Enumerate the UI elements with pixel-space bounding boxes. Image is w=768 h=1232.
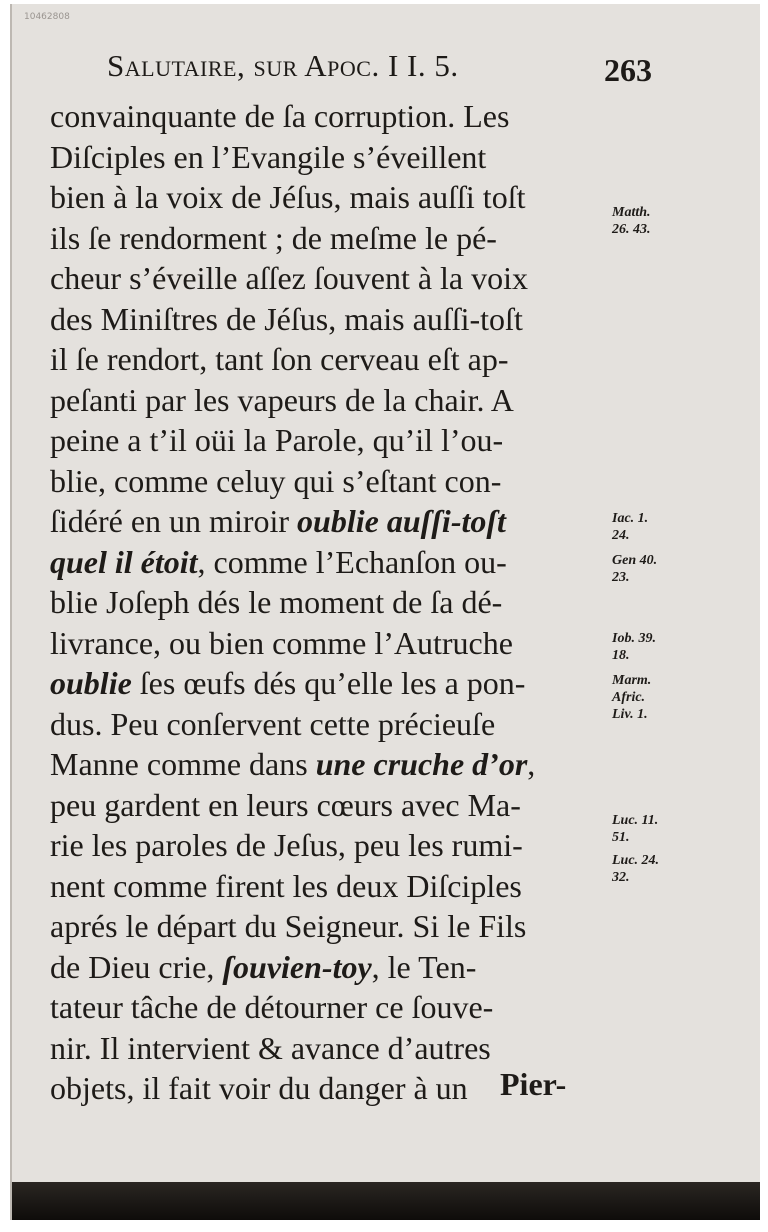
text-line: de Dieu crie, ſouvien-toy, le Ten- — [50, 948, 477, 985]
text-line: blie, comme celuy qui s’eſtant con- — [50, 462, 502, 499]
library-stamp: 10462808 — [24, 12, 70, 22]
text-line: bien à la voix de Jéſus, mais auſſi toſt — [50, 179, 526, 215]
margin-note: Gen 40. 23. — [612, 553, 658, 585]
text-line: aprés le départ du Seigneur. Si le Fils — [50, 908, 527, 944]
text-line: des Miniſtres de Jéſus, mais auſſi-toſt — [50, 300, 523, 337]
text-line: peu gardent en leurs cœurs avec Ma- — [50, 786, 521, 823]
italic-quotation: oublie — [50, 665, 132, 701]
text-line: Manne comme dans une cruche d’or, — [50, 746, 536, 782]
catchword: Pier- — [500, 1066, 567, 1102]
text-line: livrance, ou bien comme l’Autruche — [50, 624, 513, 661]
page-number: 263 — [604, 52, 652, 88]
italic-quotation: quel il étoit — [50, 543, 198, 580]
margin-note: Luc. 24. 32. — [612, 853, 660, 885]
text-line: blie Joſeph dés le moment de ſa dé- — [50, 584, 503, 620]
text-line: cheur s’éveille aſſez ſouvent à la voix — [50, 260, 529, 296]
text-line: objets, il fait voir du danger à un — [50, 1070, 468, 1106]
text-line: quel il étoit, comme l’Echanſon ou- — [50, 543, 507, 580]
text-line: ils ſe rendorment ; de meſme le pé- — [50, 219, 497, 256]
text-line: tateur tâche de détourner ce ſouve- — [50, 989, 494, 1025]
margin-note: Luc. 11. 51. — [612, 813, 659, 845]
text-line: convainquante de ſa corruption. Les — [50, 98, 510, 134]
text-line: il ſe rendort, tant ſon cerveau eſt ap- — [50, 341, 509, 377]
page-bottom-edge — [12, 1182, 760, 1220]
page-header — [107, 48, 652, 92]
text-line: rie les paroles de Jeſus, peu les rumi- — [50, 827, 523, 863]
margin-note: Marm. Afric. Liv. 1. — [612, 673, 652, 722]
text-line: ſidéré en un miroir oublie auſſi-toſt — [50, 503, 506, 539]
text-line: peſanti par les vapeurs de la chair. A — [50, 381, 514, 418]
margin-note: Matth. 26. 43. — [612, 205, 651, 237]
text-line: nent comme firent les deux Diſciples — [50, 867, 522, 904]
italic-quotation: une cruche d’or — [315, 746, 528, 782]
text-line: oublie ſes œufs dés qu’elle les a pon- — [50, 665, 526, 701]
margin-notes — [612, 4, 712, 1204]
text-line: dus. Peu conſervent cette précieuſe — [50, 705, 496, 742]
italic-quotation: oublie auſſi-toſt — [297, 503, 506, 539]
text-line: Diſciples en l’Evangile s’éveillent — [50, 138, 487, 175]
margin-note: Iob. 39. 18. — [612, 631, 656, 663]
italic-quotation: ſouvien-toy — [222, 948, 372, 985]
body-text — [50, 96, 630, 1109]
text-line: nir. Il intervient & avance d’autres — [50, 1029, 491, 1066]
book-page — [10, 4, 760, 1220]
margin-note: Iac. 1. 24. — [612, 511, 649, 543]
text-line: peine a t’il oüi la Parole, qu’il l’ou- — [50, 422, 504, 458]
running-head: Salutaire, sur Apoc. I I. 5. — [107, 48, 459, 83]
